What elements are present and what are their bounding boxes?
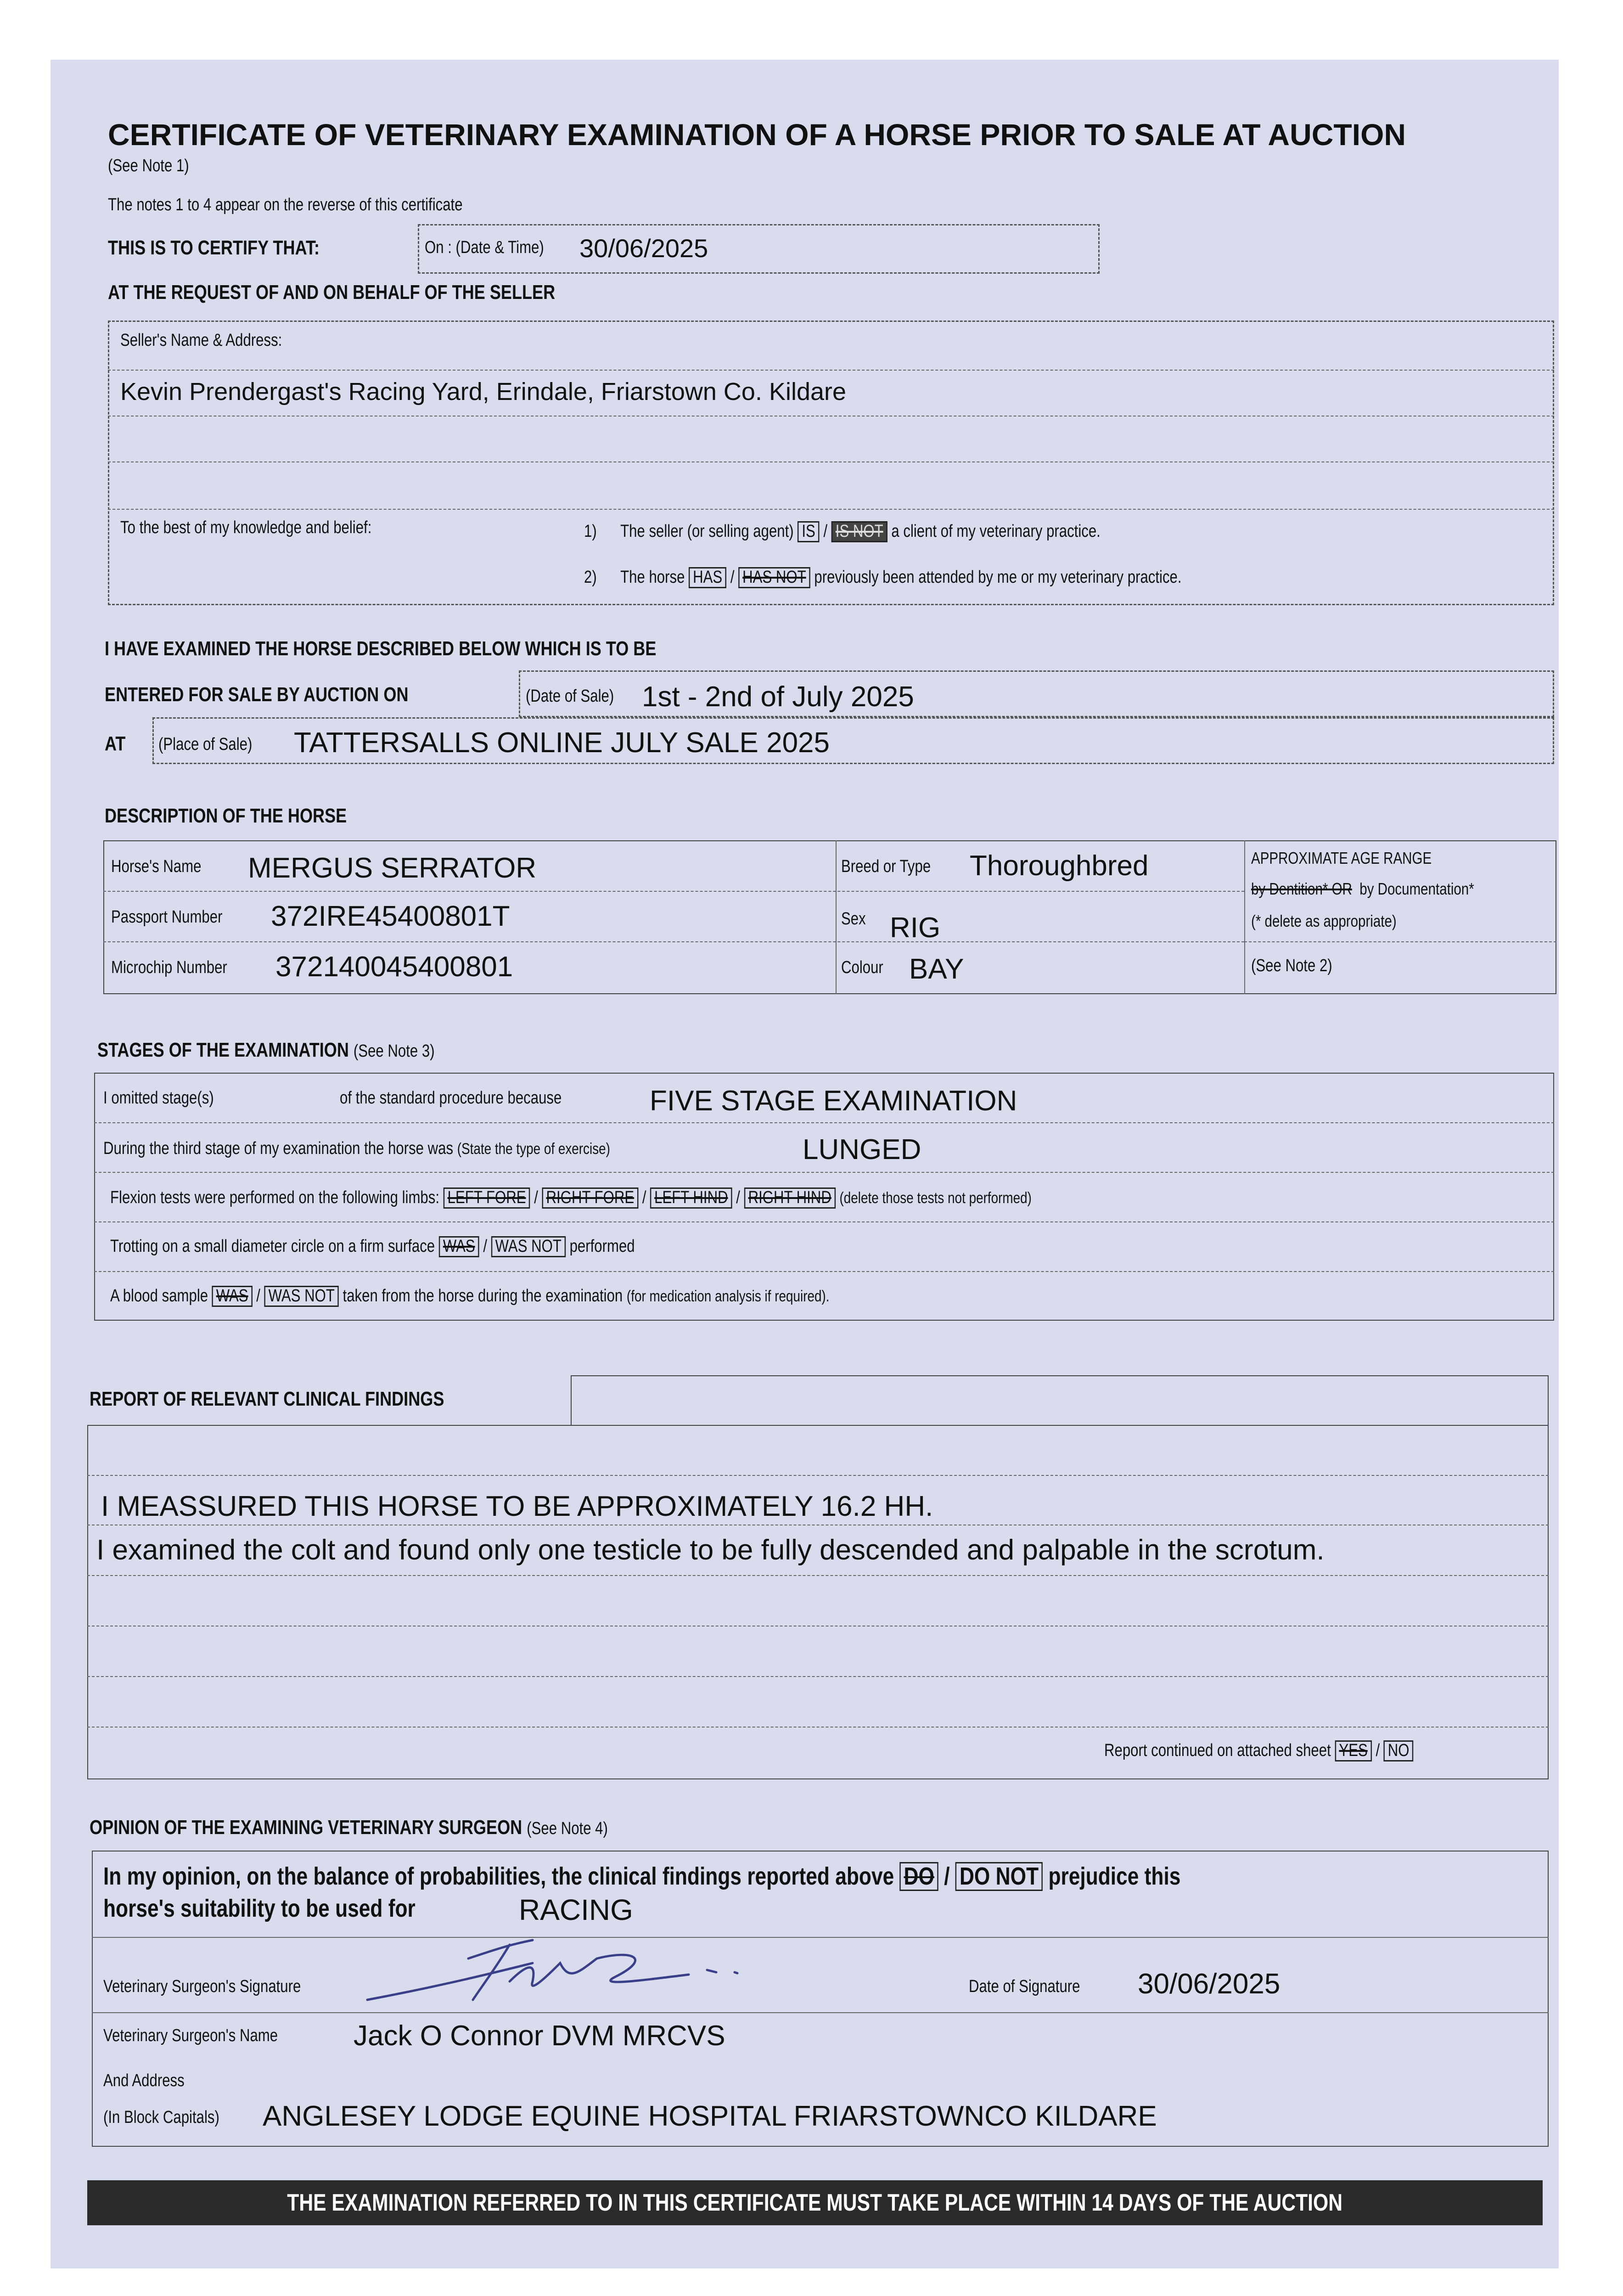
continued-yes-option[interactable]: YES: [1335, 1740, 1371, 1761]
opinion-header: OPINION OF THE EXAMINING VETERINARY SURGEON (See Note 4): [90, 1816, 608, 1839]
seller-is-not-option[interactable]: IS NOT: [831, 521, 887, 542]
seller-value[interactable]: Kevin Prendergast's Racing Yard, Erindale, Friarstown Co. Kildare: [120, 378, 847, 405]
description-header: DESCRIPTION OF THE HORSE: [105, 805, 347, 827]
flexion-left-hind[interactable]: LEFT HIND: [650, 1187, 732, 1209]
place-of-sale-value[interactable]: TATTERSALLS ONLINE JULY SALE 2025: [294, 727, 830, 759]
see-note-2: (See Note 2): [1251, 956, 1332, 975]
flexion-right-hind[interactable]: RIGHT HIND: [744, 1187, 836, 1209]
opinion-line-2: horse's suitability to be used for: [103, 1895, 416, 1922]
date-of-sale-label: (Date of Sale): [526, 687, 614, 706]
certify-label: THIS IS TO CERTIFY THAT:: [108, 236, 320, 259]
breed-label: Breed or Type: [841, 857, 931, 876]
report-header-box: [571, 1375, 1549, 1425]
third-stage-label: During the third stage of my examination the horse was (State the type of exercise): [103, 1139, 610, 1158]
continued-no-option[interactable]: NO: [1384, 1740, 1414, 1761]
date-signature-value[interactable]: 30/06/2025: [1138, 1968, 1280, 2000]
flexion-row: Flexion tests were performed on the following limbs: LEFT FORE / RIGHT FORE / LEFT HIND / RIGHT HIND (delete those tests not performed): [110, 1187, 1234, 1209]
sex-label: Sex: [841, 909, 866, 929]
omitted-value[interactable]: FIVE STAGE EXAMINATION: [650, 1085, 1017, 1117]
age-range-options: [1251, 879, 1523, 899]
microchip-value[interactable]: 372140045400801: [275, 951, 513, 983]
opinion-text: In my opinion, on the balance of probabilities, the clinical findings reported above DO / DO NOT prejudice this: [103, 1863, 1181, 1890]
place-of-sale-label: (Place of Sale): [158, 735, 253, 754]
report-line-1[interactable]: I MEASSURED THIS HORSE TO BE APPROXIMATELY 16.2 HH.: [101, 1491, 933, 1522]
footer-notice: THE EXAMINATION REFERRED TO IN THIS CERTIFICATE MUST TAKE PLACE WITHIN 14 DAYS OF THE AUCTION: [87, 2180, 1543, 2225]
sex-value[interactable]: RIG: [890, 912, 941, 944]
horse-has-not-option[interactable]: HAS NOT: [738, 567, 810, 588]
knowledge-item-2: 2) The horse HAS / HAS NOT previously been attended by me or my veterinary practice.: [584, 567, 1313, 588]
blood-was-not-option[interactable]: WAS NOT: [264, 1286, 339, 1307]
age-dentition-option[interactable]: by Dentition* OR: [1251, 879, 1352, 898]
third-stage-value[interactable]: LUNGED: [803, 1134, 921, 1165]
omitted-label: I omitted stage(s): [103, 1088, 214, 1108]
stages-header: STAGES OF THE EXAMINATION (See Note 3): [97, 1039, 435, 1061]
date-signature-label: Date of Signature: [969, 1977, 1080, 1996]
blood-row: A blood sample WAS / WAS NOT taken from the horse during the examination (for medication analysis if required).: [110, 1286, 987, 1307]
seller-box: [108, 321, 1554, 605]
microchip-label: Microchip Number: [111, 958, 227, 977]
at-label: AT: [105, 732, 126, 755]
report-continued: Report continued on attached sheet YES / NO: [1104, 1740, 1481, 1761]
colour-label: Colour: [841, 958, 883, 977]
horse-name-value[interactable]: MERGUS SERRATOR: [248, 852, 537, 884]
notes-line: The notes 1 to 4 appear on the reverse of this certificate: [108, 195, 463, 214]
delete-note: (* delete as appropriate): [1251, 912, 1397, 930]
knowledge-label: To the best of my knowledge and belief:: [120, 518, 372, 537]
opinion-use-value[interactable]: RACING: [519, 1893, 633, 1926]
knowledge-item-1: 1) The seller (or selling agent) IS / IS NOT a client of my veterinary practice.: [584, 521, 1214, 542]
opinion-do-not-option[interactable]: DO NOT: [955, 1862, 1043, 1891]
trotting-was-option[interactable]: WAS: [439, 1236, 479, 1257]
opinion-do-option[interactable]: DO: [900, 1862, 938, 1891]
age-documentation-option[interactable]: by Documentation*: [1359, 879, 1474, 898]
passport-label: Passport Number: [111, 907, 223, 927]
trotting-row: Trotting on a small diameter circle on a firm surface WAS / WAS NOT performed: [110, 1236, 750, 1257]
horse-has-option[interactable]: HAS: [689, 567, 726, 588]
seller-label: Seller's Name & Address:: [120, 331, 282, 350]
vet-signature: [358, 1931, 771, 2009]
omitted-mid: of the standard procedure because: [340, 1088, 562, 1108]
vet-name-label: Veterinary Surgeon's Name: [103, 2026, 278, 2045]
horse-name-label: Horse's Name: [111, 857, 202, 876]
passport-value[interactable]: 372IRE45400801T: [271, 900, 510, 932]
trotting-was-not-option[interactable]: WAS NOT: [491, 1236, 566, 1257]
report-line-2[interactable]: I examined the colt and found only one testicle to be fully descended and palpable in the scrotum.: [96, 1534, 1325, 1566]
breed-value[interactable]: Thoroughbred: [970, 850, 1149, 882]
flexion-right-fore[interactable]: RIGHT FORE: [542, 1187, 639, 1209]
age-range-label: APPROXIMATE AGE RANGE: [1251, 849, 1432, 867]
see-note-1: (See Note 1): [108, 156, 189, 175]
address-label: And Address: [103, 2071, 185, 2090]
report-header: REPORT OF RELEVANT CLINICAL FINDINGS: [90, 1388, 444, 1410]
address-label-block: (In Block Capitals): [103, 2108, 219, 2127]
blood-was-option[interactable]: WAS: [212, 1286, 253, 1307]
on-label: On : (Date & Time): [425, 238, 544, 257]
flexion-left-fore[interactable]: LEFT FORE: [444, 1187, 530, 1209]
examined-line-2: ENTERED FOR SALE BY AUCTION ON: [105, 683, 409, 706]
colour-value[interactable]: BAY: [909, 953, 964, 985]
seller-is-option[interactable]: IS: [797, 521, 819, 542]
on-value[interactable]: 30/06/2025: [579, 234, 708, 263]
certificate-title: CERTIFICATE OF VETERINARY EXAMINATION OF A HORSE PRIOR TO SALE AT AUCTION: [108, 118, 1406, 152]
address-value[interactable]: ANGLESEY LODGE EQUINE HOSPITAL FRIARSTOWNCO KILDARE: [263, 2100, 1157, 2132]
signature-label: Veterinary Surgeon's Signature: [103, 1977, 301, 1996]
vet-name-value[interactable]: Jack O Connor DVM MRCVS: [354, 2020, 725, 2052]
examined-line-1: I HAVE EXAMINED THE HORSE DESCRIBED BELOW WHICH IS TO BE: [105, 637, 657, 660]
date-of-sale-value[interactable]: 1st - 2nd of July 2025: [642, 681, 914, 713]
request-label: AT THE REQUEST OF AND ON BEHALF OF THE SELLER: [108, 281, 556, 304]
